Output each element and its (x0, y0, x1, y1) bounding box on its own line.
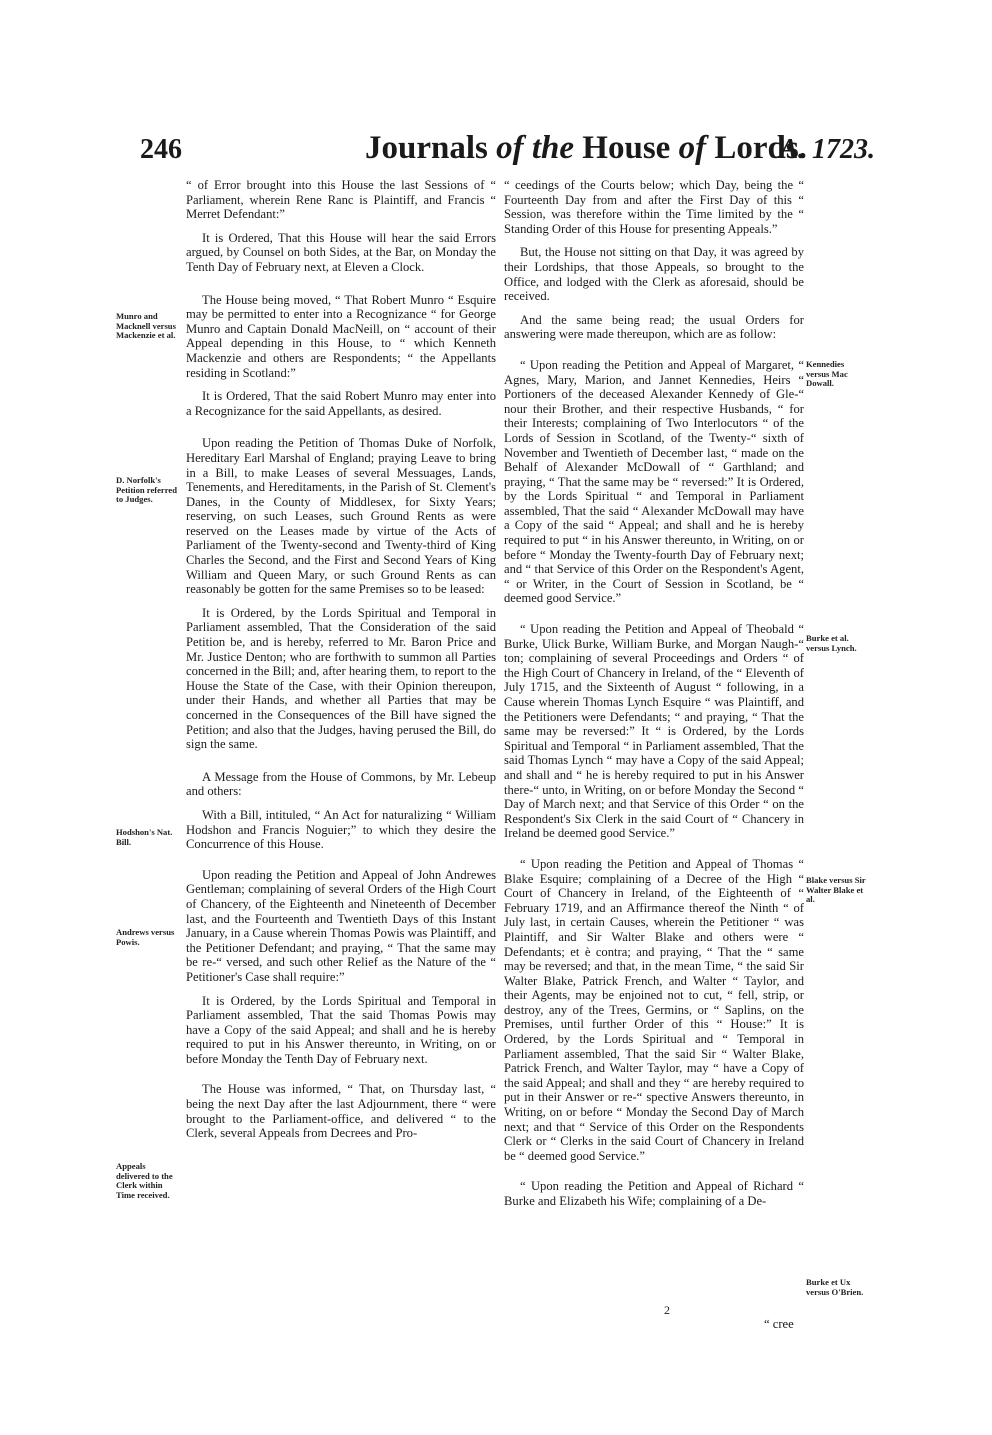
right-paragraph-6: “ Upon reading the Petition and Appeal of Thomas “ Blake Esquire; complaining of a Decree of the High “ Court of Chancery in Ireland, of the Eighteenth of “ February 1719, and an Affirmance thereof the Ninth “ of July last, in certain Causes, wherein the Petitioner “ was Plaintiff, and Sir Walter Blake and others were “ Defendants; et è contra; and praying, “ That the “ same may be reversed; and that, in the mean Time, “ the said Sir Walter Blake, Patrick French, and Walter “ Taylor, and their Agents, may be enjoined not to cut, “ fell, strip, or destroy, any of the Trees, Germins, or “ Saplins, on the Premises, until further Order of this “ House:” It is Ordered, by the Lords Spiritual and “ Temporal in Parliament assembled, That the said Sir “ Walter Blake, Patrick French, and Walter Taylor, may “ have a Copy of the said Appeal; and shall and they “ are hereby required to put in their Answer or re-“ spective Answers thereunto, in Writing, on or before “ Monday the Second Day of March next; and that “ Service of this Order on the Respondents Clerk or “ Clerks in the said Court of Chancery in Ireland be “ deemed good Service.” (504, 856, 804, 1163)
title-of-2: of (678, 130, 707, 166)
margin-note-burke: Burke et al. versus Lynch. (806, 633, 857, 653)
page-number: 246 (140, 134, 182, 165)
left-column (186, 178, 496, 1150)
margin-note-norfolk: D. Norfolk's Petition referred to Judges. (116, 475, 178, 505)
margin-note-andrews: Andrews versus Powis. (116, 927, 175, 947)
title-of-1: of (496, 130, 524, 166)
right-column (504, 178, 804, 1218)
right-paragraph-7: “ Upon reading the Petition and Appeal of Richard “ Burke and Elizabeth his Wife; complaining of a De- (504, 1179, 804, 1208)
left-paragraph-1: “ of Error brought into this House the last Sessions of “ Parliament, wherein Rene Ranc is Plaintiff, and Francis “ Merret Defendant:” (186, 178, 496, 222)
page-header (140, 130, 875, 180)
right-paragraph-4: “ Upon reading the Petition and Appeal of Margaret, “ Agnes, Mary, Marion, and Jannet Kennedies, Heirs “ Portioners of the deceased Alexander Kennedy of Gle-“ nour their Brother, and their respective Husbands, “ for their Interests; complaining of Two Interlocutors “ of the Lords of Session in Scotland, of the Twenty-“ sixth of November and Twentieth of December last, “ made on the Behalf of Alexander McDowall of “ Garthland; and praying, “ That the same may be “ reversed:” It is Ordered, by the Lords Spiritual “ and Temporal in Parliament assembled, That the said “ Alexander McDowall may have a Copy of the said “ Appeal; and shall and he is hereby required to put “ in his Answer thereunto, in Writing, on or before “ Monday the Twenty-fourth Day of February next; and “ that Service of this Order on the Respondent's Agent, “ or Writer, in the Court of Session in Scotland, be “ deemed good Service.” (504, 357, 804, 606)
left-paragraph-5: Upon reading the Petition of Thomas Duke of Norfolk, Hereditary Earl Marshal of England; praying Leave to bring in a Bill, to make Leases of several Messuages, Lands, Tenements, and Hereditaments, in the Parish of St. Clement's Danes, in the County of Middlesex, for Sixty Years; reserving, on such Leases, such Ground Rents as were reserved on the Leases made by virtue of the Acts of Parliament of the Twenty-second and Twenty-third of King Charles the Second, and the First and Second Years of King William and Queen Mary, or such Ground Rents as can reasonably be gotten for the same Premises so to be leased: (186, 436, 496, 597)
title-lords: Lords. (714, 130, 807, 166)
right-paragraph-5: “ Upon reading the Petition and Appeal of Theobald “ Burke, Ulick Burke, William Burke, and Morgan Naugh-“ ton; complaining of several Proceedings and Orders “ of the High Court of Chancery in Ireland, of the “ Eleventh of July 1715, and the Sixteenth of August “ following, in a Cause wherein Thomas Lynch Esquire “ was Plaintiff, and the Petitioners were Defendants; “ and praying, “ That the same may be reversed:” It “ is Ordered, by the Lords Spiritual and Temporal “ in Parliament assembled, That the said Thomas Lynch “ may have a Copy of the said Appeal; and shall and “ he is hereby required to put in his Answer there-“ unto, in Writing, on or before Monday the Second “ Day of March next; and that Service of this Order “ on the Respondent's Six Clerk in the said Court of “ Chancery in Ireland be deemed good Service.” (504, 622, 804, 841)
left-paragraph-2: It is Ordered, That this House will hear the said Errors argued, by Counsel on both Sides, at the Bar, on Monday the Tenth Day of February next, at Eleven a Clock. (186, 230, 496, 274)
left-paragraph-3: The House being moved, “ That Robert Munro “ Esquire may be permitted to enter into a Recognizance “ for George Munro and Captain Donald MacNeill, on “ account of their Appeal depending in this House, to “ which Kenneth Mackenzie and others are Respondents; “ the Appellants residing in Scotland:” (186, 292, 496, 380)
left-paragraph-9: Upon reading the Petition and Appeal of John Andrewes Gentleman; complaining of several Orders of the High Court of Chancery, of the Eighteenth and Nineteenth of December last, and the Fourteenth and Twentieth Days of this Instant January, in a Cause wherein Thomas Powis was Plaintiff, and the Petitioner Defendant; and praying, “ That the same may be re-“ versed, and such other Relief as the Nature of the “ Petitioner's Case shall require:” (186, 867, 496, 984)
left-paragraph-10: It is Ordered, by the Lords Spiritual and Temporal in Parliament assembled, That the said Thomas Powis may have a Copy of the said Appeal; and shall and he is hereby required to put in his Answer thereunto, in Writing, on or before Monday the Tenth Day of February next. (186, 993, 496, 1066)
right-paragraph-2: But, the House not sitting on that Day, it was agreed by their Lordships, that those Appeals, so brought to the Office, and lodged with the Clerk as aforesaid, should be received. (504, 245, 804, 304)
title-journals: Journals (365, 130, 488, 166)
left-paragraph-8: With a Bill, intituled, “ An Act for naturalizing “ William Hodshon and Francis Noguier;” to which they desire the Concurrence of this House. (186, 807, 496, 852)
margin-note-burke-ux: Burke et Ux versus O'Brien. (806, 1277, 864, 1297)
year: A. 1723. (779, 134, 875, 165)
title-the: the (531, 130, 575, 166)
running-title (365, 130, 807, 167)
right-paragraph-1: “ ceedings of the Courts below; which Day, being the “ Fourteenth Day from and after the First Day of this “ Session, was therefore within the Time limited by the “ Standing Order of this House for presenting Appeals.” (504, 178, 804, 236)
title-house: House (582, 130, 671, 166)
margin-note-hodshon: Hodshon's Nat. Bill. (116, 827, 173, 847)
left-paragraph-4: It is Ordered, That the said Robert Munro may enter into a Recognizance for the said Appellants, as desired. (186, 389, 496, 418)
margin-note-kennedies: Kennedies versus Mac Dowall. (806, 359, 848, 389)
left-paragraph-6: It is Ordered, by the Lords Spiritual and Temporal in Parliament assembled, That the Consideration of the said Petition be, and is hereby, referred to Mr. Baron Price and Mr. Justice Denton; who are forthwith to summon all Parties concerned in the Bill; and, after hearing them, to report to the House the State of the Case, with their Opinion thereupon, under their Hands, and whether all Parties that may be concerned in the Consequences of the Bill have signed the Petition; and also that the Judges, having perused the Bill, do sign the same. (186, 605, 496, 752)
right-paragraph-3: And the same being read; the usual Orders for answering were made thereupon, which are as follow: (504, 312, 804, 342)
margin-note-appeals: Appeals delivered to the Clerk within Time received. (116, 1161, 173, 1200)
catchword: “ cree (764, 1317, 794, 1331)
signature-mark: 2 (664, 1303, 670, 1317)
left-paragraph-7: A Message from the House of Commons, by Mr. Lebeup and others: (186, 769, 496, 799)
left-paragraph-11: The House was informed, “ That, on Thursday last, “ being the next Day after the last Adjournment, there “ were brought to the Parliament-office, and delivered “ to the Clerk, several Appeals from Decrees and Pro- (186, 1082, 496, 1141)
margin-note-munro: Munro and Macknell versus Mackenzie et al. (116, 311, 176, 341)
margin-note-blake: Blake versus Sir Walter Blake et al. (806, 875, 866, 905)
